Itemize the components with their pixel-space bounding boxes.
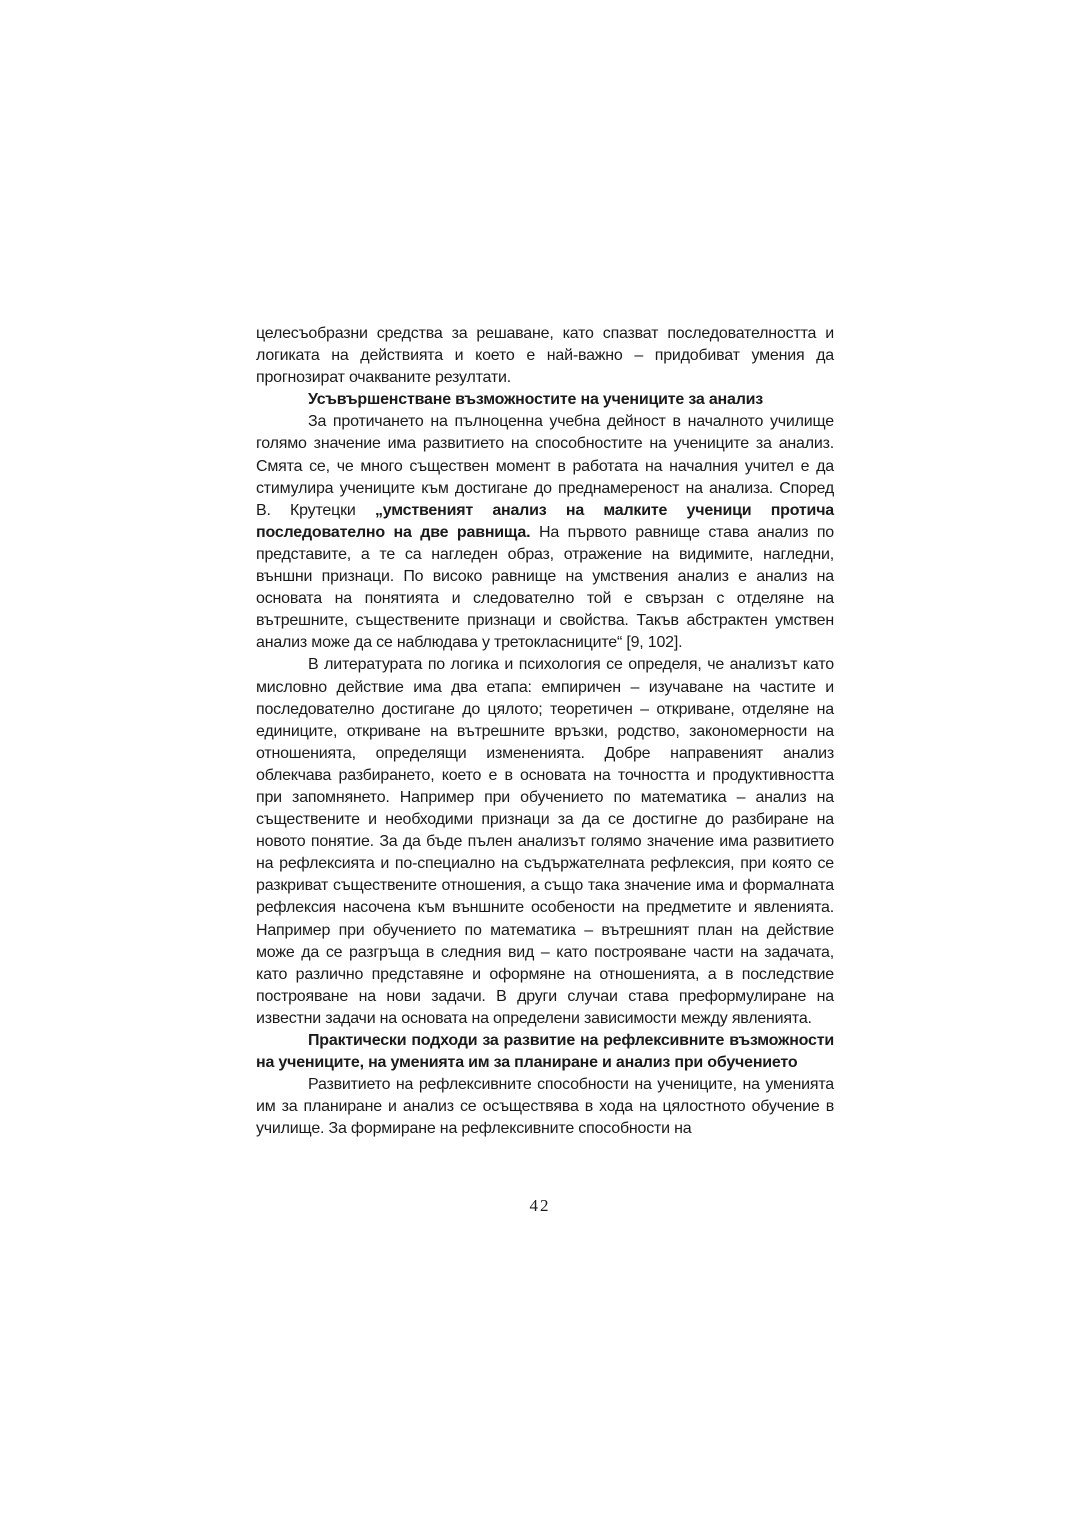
section-heading-practical-approaches: Практически подходи за развитие на рефлексивните възможности на учениците, на уменията им за планиране и анализ при обучението — [256, 1032, 834, 1072]
page-number: 42 — [529, 1196, 551, 1215]
paragraph-text: На първото равнище става анализ по представите, а те са нагледен образ, отражение на видимите, нагледни, външни признаци. По високо равнище на умствения анализ е анализ на основата на понятията и следователно той е свързан с отделяне на вътрешните, съществените признаци и свойства. Такъв абстрактен умствен анализ може да се наблюдава у третокласниците“ [9, 102]. — [256, 523, 834, 652]
page-body-text — [256, 323, 834, 1140]
paragraph-logic-psychology: В литературата по логика и психология се определя, че анализът като мисловно действие има два етапа: емпиричен – изучаване на частите и последователно достигане до цялото; теоретичен – откриване, отделяне на единиците, откриване на вътрешните връзки, родство, закономерности на отношенията, определящи измененията. Добре направеният анализ облекчава разбирането, което е в основата на точността и продуктивността при запомнянето. Например при обучението по математика – анализ на съществените и необходими признаци за да се достигне до разбиране на новото понятие. За да бъде пълен анализът голямо значение има развитието на рефлексията и по-специално на съдържателната рефлексия, при която се разкриват съществените отношения, а също така значение има и формалната рефлексия насочена към външните особености на предметите и явленията. Например при обучението по математика – вътрешният план на действие може да се разгръща в следния вид – като построяване части на задачата, като различно представяне и оформяне на отношенията, а в последствие построяване на нови задачи. В други случаи става преформулиране на известни задачи на основата на определени зависимости между явленията. — [256, 656, 834, 1027]
bold-quote: „умственият анализ на малките ученици протича последователно на две равнища. — [256, 501, 834, 541]
paragraph-continuation: целесъобразни средства за решаване, като спазват последователността и логиката на действията и което е най-важно – придобиват умения да прогнозират очакваните резултати. — [256, 325, 834, 387]
paragraph-text: За протичането на пълноценна учебна дейност в началното училище голямо значение има развитието на способностите на учениците за анализ. Смята се, че много съществен момент в работата на началния учител е да стимулира учениците към достигане до преднамереност на анализа. Според В. Крутецки — [256, 413, 834, 519]
section-heading-analysis: Усъвършенстване възможностите на учениците за анализ — [308, 391, 764, 409]
paragraph-analysis-intro — [256, 411, 834, 654]
paragraph-reflexive-development: Развитието на рефлексивните способности на учениците, на уменията им за планиране и анализ се осъществява в хода на цялостното обучение в училище. За формиране на рефлексивните способности на — [256, 1076, 834, 1138]
